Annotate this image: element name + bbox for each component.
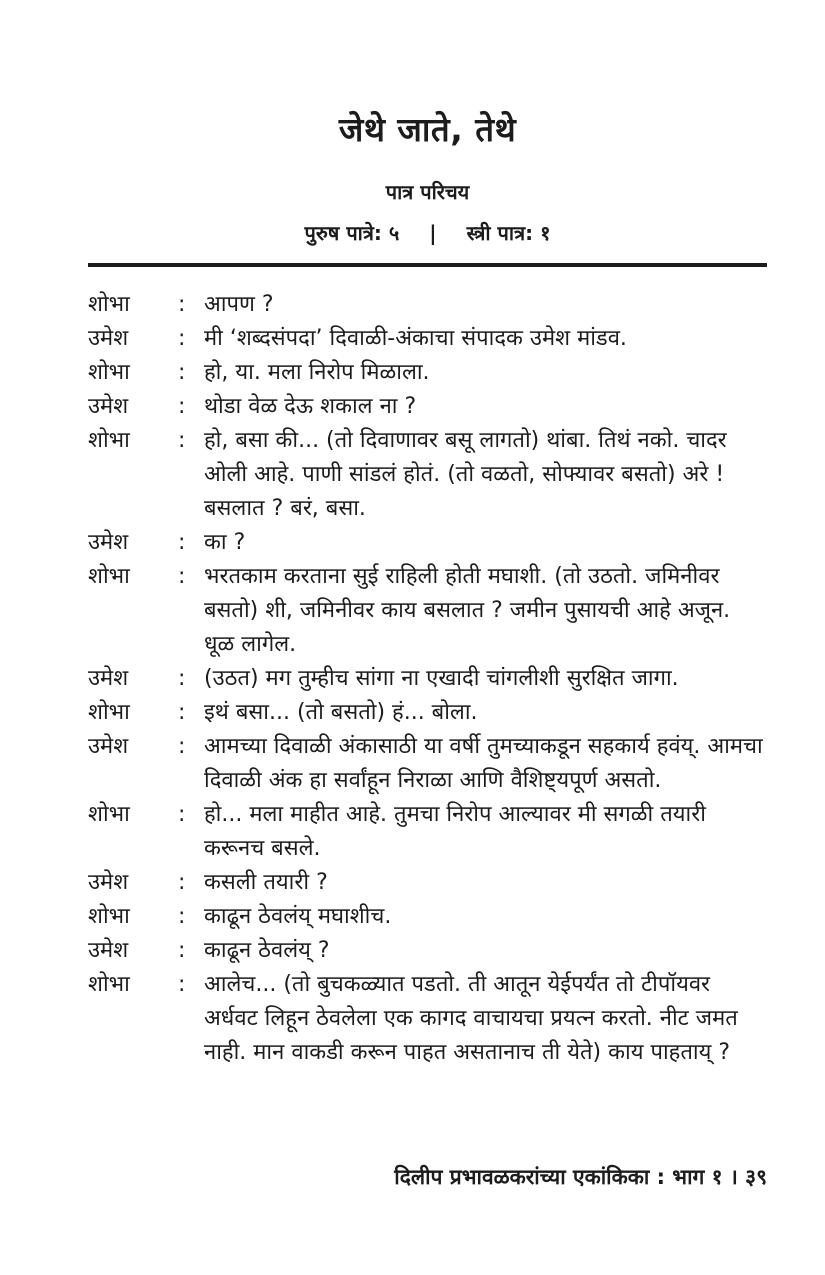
dialogue-text: हो, बसा की... (तो दिवाणावर बसू लागतो) थांबा. तिथं नको. चादर ओली आहे. पाणी सांडलं होतं. (तो वळतो, सोफ्यावर बसतो) अरे ! बसलात ? बरं, बसा. [204, 428, 727, 521]
speaker-name: उमेश [88, 530, 129, 555]
speaker-name: शोभा [88, 360, 130, 385]
dialogue-text: काढून ठेवलंय् ? [204, 938, 330, 963]
dialogue-line [88, 390, 767, 424]
cast-heading: पात्र परिचय [385, 180, 470, 204]
dialogue-line [88, 288, 767, 322]
speaker-name: शोभा [88, 700, 130, 725]
speaker-name: उमेश [88, 734, 129, 759]
dialogue-colon: : [178, 938, 186, 963]
speaker-name: शोभा [88, 292, 130, 317]
dialogue-colon: : [178, 972, 186, 997]
speaker-name: उमेश [88, 394, 129, 419]
dialogue-line [88, 696, 767, 730]
speaker-name: उमेश [88, 326, 129, 351]
dialogue-colon: : [178, 802, 186, 827]
dialogue-text: थोडा वेळ देऊ शकाल ना ? [204, 394, 417, 419]
speaker-name: उमेश [88, 938, 129, 963]
dialogue-line [88, 730, 767, 798]
cast-divider: | [429, 221, 437, 245]
dialogue-line [88, 662, 767, 696]
dialogue-colon: : [178, 360, 186, 385]
speaker-name: उमेश [88, 870, 129, 895]
dialogue-line [88, 526, 767, 560]
dialogue-line [88, 866, 767, 900]
speaker-name: शोभा [88, 904, 130, 929]
dialogue-text: हो... मला माहीत आहे. तुमचा निरोप आल्यावर मी सगळी तयारी करूनच बसले. [204, 802, 706, 861]
dialogue-colon: : [178, 530, 186, 555]
dialogue-line [88, 356, 767, 390]
dialogue-colon: : [178, 394, 186, 419]
dialogue-text: इथं बसा... (तो बसतो) हं... बोला. [204, 700, 478, 725]
dialogue-colon: : [178, 734, 186, 759]
dialogue-line [88, 560, 767, 662]
play-title: जेथे जाते, तेथे [338, 110, 517, 149]
speaker-name: शोभा [88, 428, 130, 453]
dialogue-line [88, 322, 767, 356]
speaker-name: शोभा [88, 802, 130, 827]
page-footer: दिलीप प्रभावळकरांच्या एकांकिका : भाग १ । ३९ [394, 1165, 767, 1189]
dialogue-line [88, 798, 767, 866]
speaker-name: शोभा [88, 564, 130, 589]
dialogue-line [88, 968, 767, 1070]
dialogue-colon: : [178, 428, 186, 453]
dialogue-colon: : [178, 564, 186, 589]
dialogue-text: कसली तयारी ? [204, 870, 328, 895]
dialogue-text: मी ‘शब्दसंपदा’ दिवाळी-अंकाचा संपादक उमेश मांडव. [204, 326, 627, 351]
dialogue-line [88, 900, 767, 934]
dialogue-section [88, 288, 767, 1070]
dialogue-colon: : [178, 292, 186, 317]
dialogue-colon: : [178, 870, 186, 895]
dialogue-text: आमच्या दिवाळी अंकासाठी या वर्षी तुमच्याकडून सहकार्य हवंय्. आमचा दिवाळी अंक हा सर्वांहून निराळा आणि वैशिष्ट्यपूर्ण असतो. [204, 734, 763, 793]
dialogue-text: काढून ठेवलंय् मघाशीच. [204, 904, 392, 929]
dialogue-line [88, 424, 767, 526]
female-cast-count: स्त्री पात्र: १ [466, 221, 551, 245]
dialogue-colon: : [178, 904, 186, 929]
cast-line [88, 219, 767, 246]
dialogue-colon: : [178, 326, 186, 351]
dialogue-text: हो, या. मला निरोप मिळाला. [204, 360, 430, 385]
page-content [88, 0, 767, 1070]
male-cast-count: पुरुष पात्रे: ५ [304, 221, 400, 245]
dialogue-text: आपण ? [204, 292, 274, 317]
speaker-name: शोभा [88, 972, 130, 997]
dialogue-colon: : [178, 666, 186, 691]
dialogue-colon: : [178, 700, 186, 725]
section-rule [88, 263, 767, 267]
dialogue-text: (उठत) मग तुम्हीच सांगा ना एखादी चांगलीशी सुरक्षित जागा. [204, 666, 679, 691]
dialogue-text: भरतकाम करताना सुई राहिली होती मघाशी. (तो उठतो. जमिनीवर बसतो) शी, जमिनीवर काय बसलात ? जमीन पुसायची आहे अजून. धूळ लागेल. [204, 564, 731, 657]
dialogue-text: का ? [204, 530, 246, 555]
speaker-name: उमेश [88, 666, 129, 691]
dialogue-text: आलेच... (तो बुचकळ्यात पडतो. ती आतून येईपर्यंत तो टीपॉयवर अर्धवट लिहून ठेवलेला एक कागद वाचायचा प्रयत्न करतो. नीट जमत नाही. मान वाकडी करून पाहत असतानाच ती येते) काय पाहताय् ? [204, 972, 738, 1065]
dialogue-line [88, 934, 767, 968]
